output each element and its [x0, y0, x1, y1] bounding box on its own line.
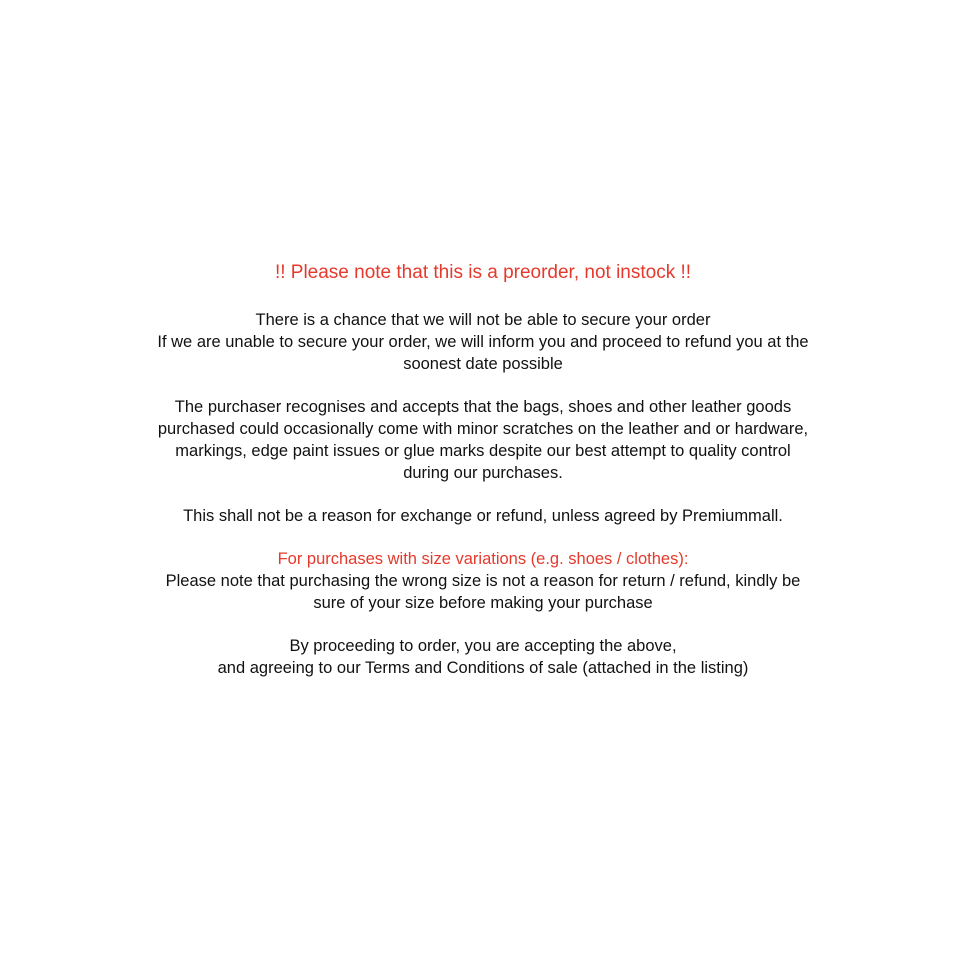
size-variation-heading: For purchases with size variations (e.g. shoes / clothes): — [277, 550, 689, 568]
notice-line: sure of your size before making your purchase — [313, 594, 653, 612]
notice-line: and agreeing to our Terms and Conditions of sale (attached in the listing) — [217, 659, 749, 677]
no-refund-paragraph — [0, 505, 966, 527]
notice-line: There is a chance that we will not be able to secure your order — [255, 311, 711, 329]
condition-paragraph — [0, 396, 966, 484]
notice-line: Please note that purchasing the wrong size is not a reason for return / refund, kindly be — [165, 572, 801, 590]
notice-line: If we are unable to secure your order, we will inform you and proceed to refund you at the — [157, 333, 809, 351]
availability-paragraph — [0, 309, 966, 375]
notice-line: during our purchases. — [403, 464, 563, 482]
preorder-heading: !! Please note that this is a preorder, not instock !! — [274, 262, 692, 283]
notice-line: The purchaser recognises and accepts that the bags, shoes and other leather goods — [174, 398, 792, 416]
agreement-paragraph — [0, 635, 966, 679]
notice-line: purchased could occasionally come with minor scratches on the leather and or hardware, — [157, 420, 809, 438]
notice-line: markings, edge paint issues or glue marks despite our best attempt to quality control — [175, 442, 791, 460]
notice-line: By proceeding to order, you are accepting the above, — [289, 637, 677, 655]
size-variation-paragraph — [0, 548, 966, 614]
notice-line: This shall not be a reason for exchange or refund, unless agreed by Premiummall. — [183, 507, 783, 525]
notice-line: soonest date possible — [403, 355, 563, 373]
